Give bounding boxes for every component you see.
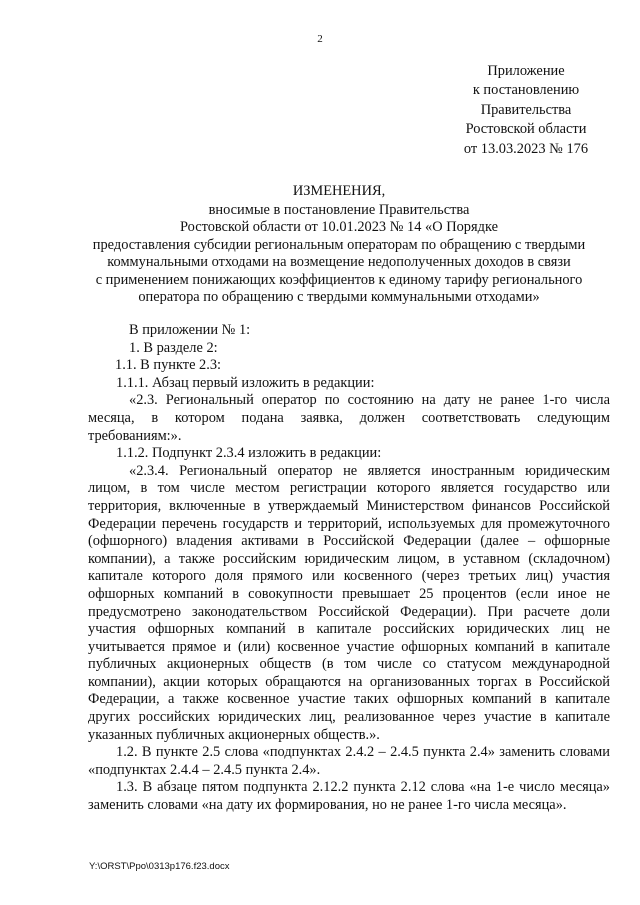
paragraph: В приложении № 1: <box>129 322 251 338</box>
page-number: 2 <box>317 33 323 45</box>
appendix-line: Правительства <box>480 101 572 118</box>
heading-title: ИЗМЕНЕНИЯ, <box>292 183 386 199</box>
appendix-line: от 13.03.2023 № 176 <box>463 140 589 157</box>
heading-line: предоставления субсидии региональным операторам по обращению с твердыми <box>92 236 586 253</box>
file-path-footer: Y:\ORST\Ppo\0313p176.f23.docx <box>89 861 230 872</box>
appendix-block <box>424 62 628 159</box>
paragraph: 1.3. В абзаце пятом подпункта 2.12.2 пункта 2.12 слова «на 1-е число месяца» заменить словами «на дату их формирования, но не ранее 1-го числа месяца». <box>88 779 610 814</box>
appendix-line: к постановлению <box>472 82 580 99</box>
appendix-line: Приложение <box>487 63 565 79</box>
heading-line: вносимые в постановление Правительства <box>208 201 470 218</box>
heading-line: Ростовской области от 10.01.2023 № 14 «О Порядке <box>180 219 498 235</box>
paragraph: «2.3. Региональный оператор по состоянию на дату не ранее 1-го числа месяца, в котором подана заявка, должен соответствовать следующим требованиям:». <box>88 392 610 444</box>
appendix-line: Ростовской области <box>465 121 587 138</box>
heading-line: коммунальными отходами на возмещение недополученных доходов в связи <box>107 254 571 270</box>
paragraph: «2.3.4. Региональный оператор не является иностранным юридическим лицом, в том числе местом регистрации которого является государство или территория, включенные в утверждаемый Министерством финансов Российской Федерации перечень государств и территорий, используемых для промежуточного (офшорного) владения активами в Российской Федерации (далее – офшорные компании), а также российским юридическим лицом, в уставном (складочном) капитале которого доля прямого или косвенного (через третьих лиц) участия офшорных компаний в совокупности превышает 25 процентов (если иное не предусмотрено законодательством Российской Федерации). При расчете доли участия офшорных компаний в капитале российских юридических лиц не учитывается прямое и (или) косвенное участие офшорных компаний в капитале публичных акционерных обществ (в том числе со статусом международной компании), акции которых обращаются на организованных торгах в Российской Федерации, а также косвенное участие таких офшорных компаний в капитале других российских юридических лиц, реализованное через участие в капитале указанных публичных акционерных обществ.». <box>88 462 610 743</box>
document-body <box>88 322 610 815</box>
paragraph: 1.1.2. Подпункт 2.3.4 изложить в редакции: <box>116 445 382 462</box>
paragraph: 1.1. В пункте 2.3: <box>115 357 222 374</box>
paragraph: 1.2. В пункте 2.5 слова «подпунктах 2.4.2 – 2.4.5 пункта 2.4» заменить словами «подпунктах 2.4.4 – 2.4.5 пункта 2.4». <box>88 744 610 778</box>
heading-line: оператора по обращению с твердыми коммунальными отходами» <box>138 289 540 305</box>
heading-line: с применением понижающих коэффициентов к единому тарифу регионального <box>95 271 583 288</box>
paragraph: 1. В разделе 2: <box>129 339 218 356</box>
paragraph: 1.1.1. Абзац первый изложить в редакции: <box>116 374 375 391</box>
document-heading <box>84 183 594 307</box>
